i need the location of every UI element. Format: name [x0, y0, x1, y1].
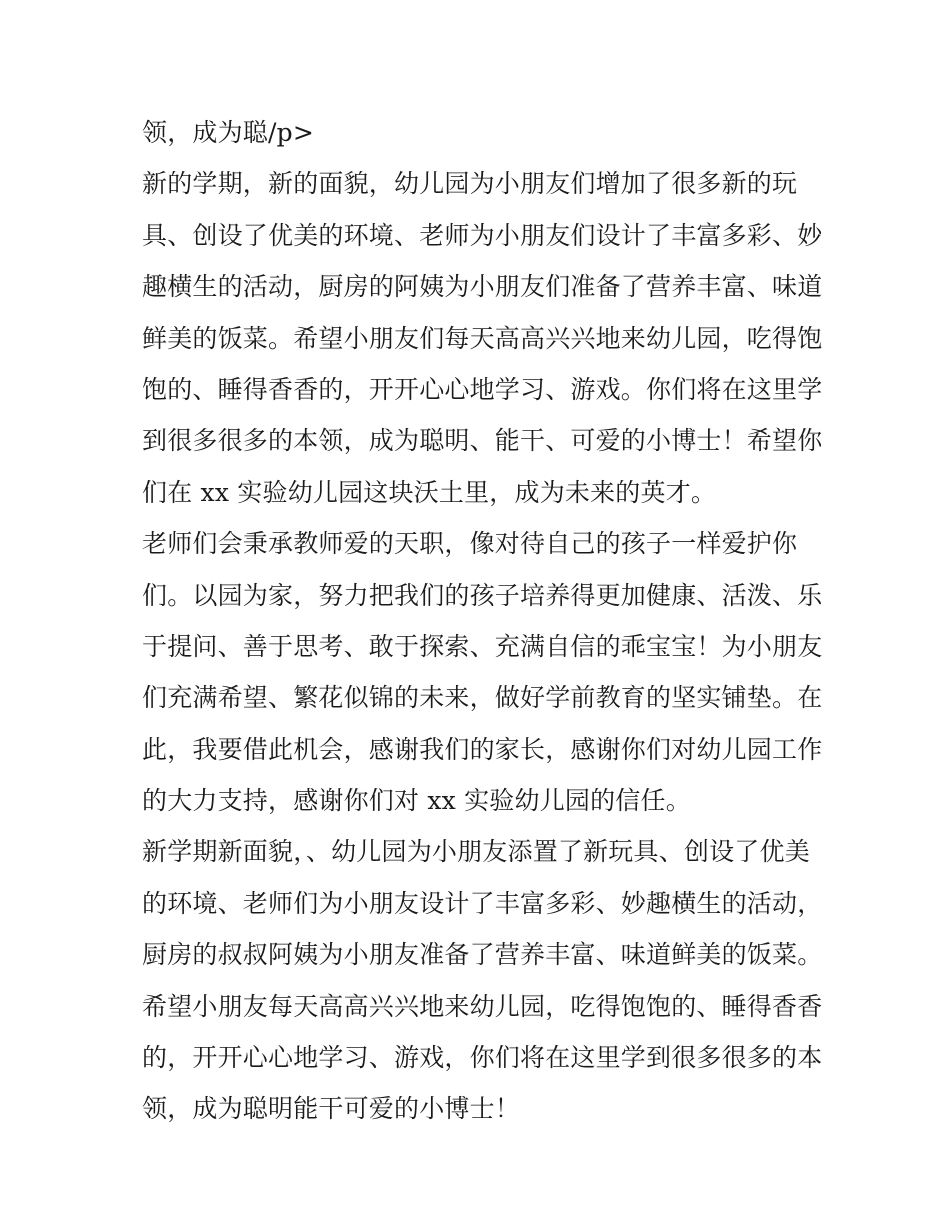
text-line: 具、创设了优美的环境、老师为小朋友们设计了丰富多彩、妙 [142, 220, 823, 250]
text-line: 的大力支持，感谢你们对 xx 实验幼儿园的信任。 [142, 786, 691, 816]
text-line: 的，开开心心地学习、游戏，你们将在这里学到很多很多的本 [142, 1043, 823, 1073]
text-line: 新的学期，新的面貌，幼儿园为小朋友们增加了很多新的玩 [142, 169, 798, 199]
text-line: 此，我要借此机会，感谢我们的家长，感谢你们对幼儿园工作 [142, 734, 823, 764]
text-line: 领，成为聪明能干可爱的小博士！ [142, 1094, 521, 1124]
text-line: 到很多很多的本领，成为聪明、能干、可爱的小博士！希望你 [142, 426, 823, 456]
text-line: 领，成为聪/p> [142, 118, 314, 147]
document-body [142, 107, 823, 1135]
text-line: 鲜美的饭菜。希望小朋友们每天高高兴兴地来幼儿园，吃得饱 [142, 323, 823, 353]
text-line: 们在 xx 实验幼儿园这块沃土里，成为未来的英才。 [142, 477, 717, 507]
text-line: 饱的、睡得香香的，开开心心地学习、游戏。你们将在这里学 [142, 374, 823, 404]
text-line: 的环境、老师们为小朋友设计了丰富多彩、妙趣横生的活动， [142, 888, 823, 918]
text-line: 希望小朋友每天高高兴兴地来幼儿园，吃得饱饱的、睡得香香 [142, 991, 823, 1021]
text-line: 趣横生的活动，厨房的阿姨为小朋友们准备了营养丰富、味道 [142, 272, 823, 302]
text-line: 们。以园为家，努力把我们的孩子培养得更加健康、活泼、乐 [142, 580, 823, 610]
text-line: 老师们会秉承教师爱的天职，像对待自己的孩子一样爱护你 [142, 529, 798, 559]
text-line: 厨房的叔叔阿姨为小朋友准备了营养丰富、味道鲜美的饭菜。 [142, 940, 823, 970]
text-line: 于提问、善于思考、敢于探索、充满自信的乖宝宝！为小朋友 [142, 631, 823, 661]
text-line: 新学期新面貌，、幼儿园为小朋友添置了新玩具、创设了优美 [142, 837, 810, 867]
text-line: 们充满希望、繁花似锦的未来，做好学前教育的坚实铺垫。在 [142, 683, 823, 713]
